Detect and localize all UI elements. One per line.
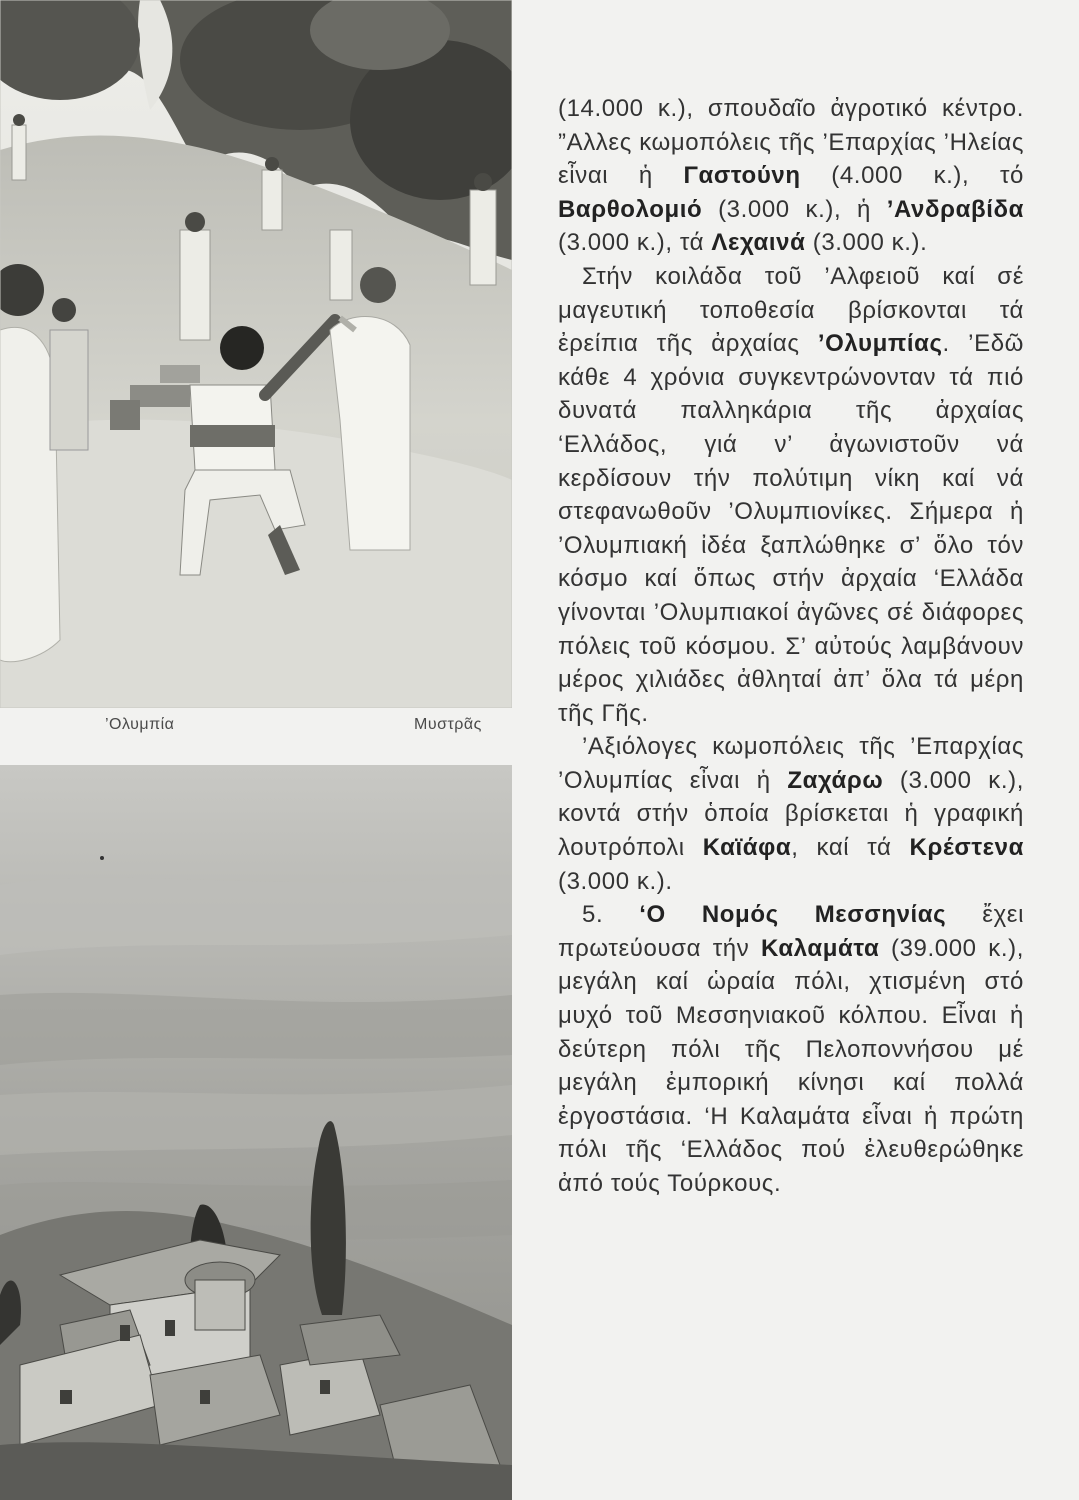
text-run: 5.: [582, 901, 640, 929]
bold-term: ’Ολυμπίας: [817, 330, 943, 358]
bold-term: Ζαχάρω: [787, 766, 884, 794]
olympia-photo: [0, 0, 512, 708]
text-run: (3.000 κ.).: [558, 867, 673, 895]
text-run: Στήν κοιλάδα τοῦ ’Αλφειοῦ καί σέ μαγευτική τοποθεσία βρίσκονται τά ἐρείπια τῆς ἀρχαίας: [558, 262, 1024, 358]
paragraph: [558, 898, 1024, 1200]
bold-term: Γαστούνη: [683, 162, 801, 190]
olympia-caption: ’Ολυμπία: [105, 716, 175, 733]
text-run: . ’Εδῶ κάθε 4 χρόνια συγκεντρώνονταν τά πιό δυνατά παλληκάρια τῆς ἀρχαίας ‘Ελλάδος, γιά ν’ ἀγωνιστοῦν νά κερδίσουν τήν πολύτιμη νίκη καί νά στεφανωθοῦν ’Ολυμπιονίκες. Σήμερα ἡ ’Ολυμπιακή ἰδέα ξαπλώθηκε σ’ ὅλο τόν κόσμο καί ὅπως στήν ἀρχαία ‘Ελλάδα γίνονται ’Ολυμπιακοί ἀγῶνες σέ διάφορες πόλεις τοῦ κόσμου. Σ’ αὐτούς λαμβάνουν μέρος χιλιάδες ἀθληταί ἀπ’ ὅλα τά μέρη τῆς Γῆς.: [558, 330, 1024, 727]
text-run: (14.000 κ.), σπουδαῖο ἀγροτικό κέντρο. ”Αλλες κωμοπόλεις τῆς ’Επαρχίας ’Ηλείας εἶναι ἡ: [558, 95, 1024, 190]
text-run: (3.000 κ.), κοντά στήν ὁποία βρίσκεται ἡ γραφική λουτρόπολι: [558, 766, 1024, 862]
bold-term: Κρέστενα: [909, 834, 1024, 862]
paragraph: [558, 92, 1024, 260]
mystras-caption: Μυστρᾶς: [414, 716, 482, 733]
text-run: ’Αξιόλογες κωμοπόλεις τῆς ’Επαρχίας ’Ολυμπίας εἶναι ἡ: [558, 733, 1024, 794]
text-run: (3.000 κ.), ἡ: [702, 195, 887, 223]
paragraph: [558, 730, 1024, 898]
bold-term: ’Ανδραβίδα: [886, 195, 1024, 223]
text-run: (4.000 κ.), τό: [800, 162, 1024, 190]
bold-term: Λεχαινά: [711, 229, 806, 257]
bold-term: Καλαμάτα: [760, 934, 880, 962]
paragraph: [558, 260, 1024, 730]
bold-term: ‘Ο Νομός Μεσσηνίας: [639, 901, 947, 929]
olympia-photo-illustration: [0, 0, 512, 708]
mystras-photo: [0, 765, 512, 1500]
bold-term: Βαρθολομιό: [558, 195, 703, 223]
text-run: (3.000 κ.).: [805, 229, 928, 257]
text-run: (3.000 κ.), τά: [558, 229, 712, 257]
text-run: ἔχει πρωτεύουσα τήν: [558, 901, 1025, 962]
bold-term: Καϊάφα: [702, 834, 792, 862]
text-run: , καί τά: [791, 834, 910, 862]
article-text: [558, 92, 1024, 1201]
mystras-photo-illustration: [0, 765, 512, 1500]
text-run: (39.000 κ.), μεγάλη καί ὡραία πόλι, χτισμένη στό μυχό τοῦ Μεσσηνιακοῦ κόλπου. Εἶναι ἡ δεύτερη πόλι τῆς Πελοποννήσου μέ μεγάλη ἐμπορική κίνησι καί πολλά ἐργοστάσια. ‘Η Καλαμάτα εἶναι ἡ πρώτη πόλι τῆς ‘Ελλάδος πού ἐλευθερώθηκε ἀπό τούς Τούρκους.: [558, 934, 1024, 1197]
